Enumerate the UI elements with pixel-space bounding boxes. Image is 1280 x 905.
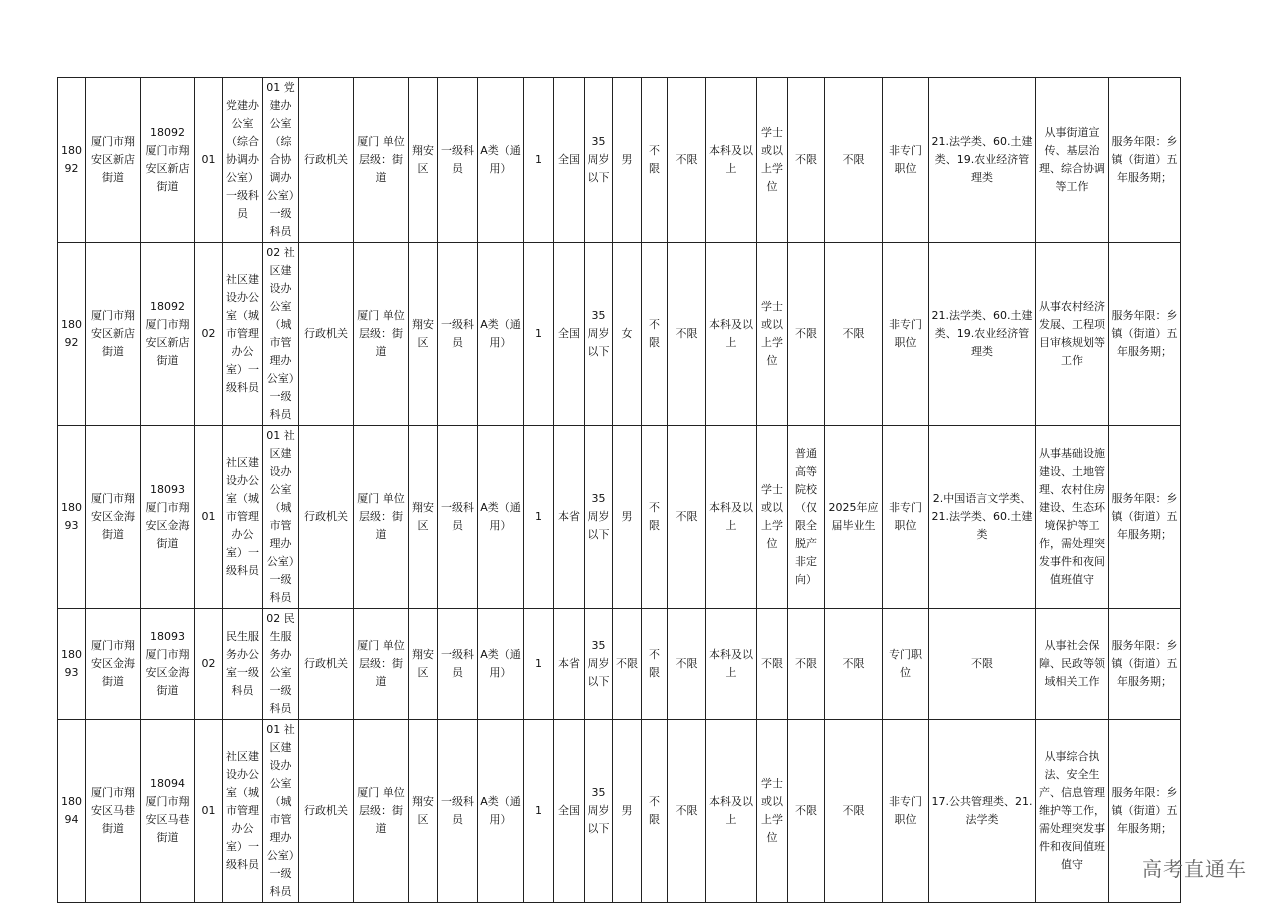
unit-code-cell: 18094: [58, 720, 86, 903]
district-cell: 翔安区: [409, 243, 438, 426]
unit-level-cell: 厦门 单位层级：街道: [354, 243, 409, 426]
org-type-cell: 行政机关: [299, 243, 354, 426]
school-cell: 不限: [788, 609, 825, 720]
rank-cell: 一级科员: [438, 243, 478, 426]
position-type-cell: 非专门职位: [883, 720, 929, 903]
remark-cell: 服务年限：乡镇（街道）五年服务期；: [1109, 243, 1181, 426]
unit-code-cell: 18093: [58, 426, 86, 609]
gender-cell: 男: [613, 720, 642, 903]
remark-cell: 服务年限：乡镇（街道）五年服务期；: [1109, 426, 1181, 609]
unit-code-cell: 18092: [58, 78, 86, 243]
unit-name-cell: 厦门市翔安区金海街道: [86, 426, 141, 609]
gender-cell: 男: [613, 78, 642, 243]
hire-count-cell: 1: [524, 243, 554, 426]
hire-count-cell: 1: [524, 78, 554, 243]
exam-category-cell: A类（通用）: [478, 243, 524, 426]
scope-cell: 全国: [554, 720, 585, 903]
gender-cell: 女: [613, 243, 642, 426]
unit-code-cell: 18092: [58, 243, 86, 426]
duty-cell: 从事基础设施建设、土地管理、农村住房建设、生态环境保护等工作，需处理突发事件和夜间值班值守: [1036, 426, 1109, 609]
hire-count-cell: 1: [524, 426, 554, 609]
age-cell: 35周岁以下: [585, 78, 613, 243]
unit-name-cell: 厦门市翔安区金海街道: [86, 609, 141, 720]
org-type-cell: 行政机关: [299, 78, 354, 243]
remark-cell: 服务年限：乡镇（街道）五年服务期；: [1109, 78, 1181, 243]
school-cell: 普通高等院校（仅限全脱产非定向）: [788, 426, 825, 609]
political-cell: 不限: [642, 426, 668, 609]
exam-category-cell: A类（通用）: [478, 78, 524, 243]
unit-name-cell: 厦门市翔安区新店街道: [86, 243, 141, 426]
position-code-cell: 01: [195, 426, 223, 609]
ethnicity-cell: 不限: [668, 78, 706, 243]
position-name-cell: 社区建设办公室（城市管理办公室）一级科员: [223, 426, 263, 609]
unit-code-name-cell: 18094 厦门市翔安区马巷街道: [141, 720, 195, 903]
position-name-cell: 社区建设办公室（城市管理办公室）一级科员: [223, 720, 263, 903]
rank-cell: 一级科员: [438, 78, 478, 243]
major-cell: 21.法学类、60.土建类、19.农业经济管理类: [929, 243, 1036, 426]
rank-cell: 一级科员: [438, 426, 478, 609]
position-name-cell: 民生服务办公室一级科员: [223, 609, 263, 720]
duty-cell: 从事街道宣传、基层治理、综合协调等工作: [1036, 78, 1109, 243]
major-cell: 17.公共管理类、21.法学类: [929, 720, 1036, 903]
education-cell: 本科及以上: [706, 426, 757, 609]
major-cell: 不限: [929, 609, 1036, 720]
position-code-cell: 01: [195, 720, 223, 903]
scope-cell: 全国: [554, 243, 585, 426]
recruitment-table: [57, 77, 1181, 903]
position-code-name-cell: 02 社区建设办公室（城市管理办公室）一级科员: [263, 243, 299, 426]
org-type-cell: 行政机关: [299, 426, 354, 609]
unit-code-name-cell: 18093 厦门市翔安区金海街道: [141, 426, 195, 609]
org-type-cell: 行政机关: [299, 609, 354, 720]
duty-cell: 从事综合执法、安全生产、信息管理维护等工作，需处理突发事件和夜间值班值守: [1036, 720, 1109, 903]
unit-code-cell: 18093: [58, 609, 86, 720]
position-code-name-cell: 02 民生服务办公室一级科员: [263, 609, 299, 720]
graduate-cell: 2025年应届毕业生: [825, 426, 883, 609]
degree-cell: 学士或以上学位: [757, 78, 788, 243]
position-type-cell: 非专门职位: [883, 426, 929, 609]
ethnicity-cell: 不限: [668, 720, 706, 903]
table-row: [58, 720, 1181, 903]
district-cell: 翔安区: [409, 78, 438, 243]
education-cell: 本科及以上: [706, 78, 757, 243]
education-cell: 本科及以上: [706, 243, 757, 426]
table-row: [58, 243, 1181, 426]
unit-level-cell: 厦门 单位层级：街道: [354, 720, 409, 903]
political-cell: 不限: [642, 243, 668, 426]
unit-code-name-cell: 18092 厦门市翔安区新店街道: [141, 243, 195, 426]
rank-cell: 一级科员: [438, 720, 478, 903]
graduate-cell: 不限: [825, 720, 883, 903]
age-cell: 35周岁以下: [585, 720, 613, 903]
degree-cell: 学士或以上学位: [757, 426, 788, 609]
unit-level-cell: 厦门 单位层级：街道: [354, 609, 409, 720]
education-cell: 本科及以上: [706, 609, 757, 720]
position-type-cell: 非专门职位: [883, 78, 929, 243]
age-cell: 35周岁以下: [585, 426, 613, 609]
degree-cell: 学士或以上学位: [757, 720, 788, 903]
major-cell: 21.法学类、60.土建类、19.农业经济管理类: [929, 78, 1036, 243]
scope-cell: 本省: [554, 609, 585, 720]
district-cell: 翔安区: [409, 609, 438, 720]
table-row: [58, 426, 1181, 609]
gender-cell: 男: [613, 426, 642, 609]
exam-category-cell: A类（通用）: [478, 426, 524, 609]
age-cell: 35周岁以下: [585, 243, 613, 426]
school-cell: 不限: [788, 720, 825, 903]
unit-name-cell: 厦门市翔安区马巷街道: [86, 720, 141, 903]
unit-code-name-cell: 18093 厦门市翔安区金海街道: [141, 609, 195, 720]
unit-code-name-cell: 18092 厦门市翔安区新店街道: [141, 78, 195, 243]
school-cell: 不限: [788, 78, 825, 243]
table-row: [58, 609, 1181, 720]
ethnicity-cell: 不限: [668, 426, 706, 609]
position-code-cell: 01: [195, 78, 223, 243]
graduate-cell: 不限: [825, 78, 883, 243]
position-code-name-cell: 01 社区建设办公室（城市管理办公室）一级科员: [263, 720, 299, 903]
position-code-cell: 02: [195, 243, 223, 426]
scope-cell: 全国: [554, 78, 585, 243]
duty-cell: 从事农村经济发展、工程项目审核规划等工作: [1036, 243, 1109, 426]
graduate-cell: 不限: [825, 243, 883, 426]
position-name-cell: 党建办公室（综合协调办公室）一级科员: [223, 78, 263, 243]
unit-level-cell: 厦门 单位层级：街道: [354, 78, 409, 243]
rank-cell: 一级科员: [438, 609, 478, 720]
political-cell: 不限: [642, 609, 668, 720]
ethnicity-cell: 不限: [668, 609, 706, 720]
duty-cell: 从事社会保障、民政等领域相关工作: [1036, 609, 1109, 720]
school-cell: 不限: [788, 243, 825, 426]
table-row: [58, 78, 1181, 243]
district-cell: 翔安区: [409, 720, 438, 903]
hire-count-cell: 1: [524, 720, 554, 903]
position-code-name-cell: 01 社区建设办公室（城市管理办公室）一级科员: [263, 426, 299, 609]
ethnicity-cell: 不限: [668, 243, 706, 426]
position-name-cell: 社区建设办公室（城市管理办公室）一级科员: [223, 243, 263, 426]
political-cell: 不限: [642, 78, 668, 243]
position-type-cell: 专门职位: [883, 609, 929, 720]
exam-category-cell: A类（通用）: [478, 609, 524, 720]
position-type-cell: 非专门职位: [883, 243, 929, 426]
graduate-cell: 不限: [825, 609, 883, 720]
position-code-cell: 02: [195, 609, 223, 720]
org-type-cell: 行政机关: [299, 720, 354, 903]
degree-cell: 不限: [757, 609, 788, 720]
degree-cell: 学士或以上学位: [757, 243, 788, 426]
district-cell: 翔安区: [409, 426, 438, 609]
hire-count-cell: 1: [524, 609, 554, 720]
watermark: 高考直通车: [1142, 857, 1247, 881]
remark-cell: 服务年限：乡镇（街道）五年服务期；: [1109, 720, 1181, 903]
gender-cell: 不限: [613, 609, 642, 720]
unit-name-cell: 厦门市翔安区新店街道: [86, 78, 141, 243]
unit-level-cell: 厦门 单位层级：街道: [354, 426, 409, 609]
political-cell: 不限: [642, 720, 668, 903]
age-cell: 35周岁以下: [585, 609, 613, 720]
education-cell: 本科及以上: [706, 720, 757, 903]
scope-cell: 本省: [554, 426, 585, 609]
position-code-name-cell: 01 党建办公室（综合协调办公室）一级科员: [263, 78, 299, 243]
exam-category-cell: A类（通用）: [478, 720, 524, 903]
remark-cell: 服务年限：乡镇（街道）五年服务期；: [1109, 609, 1181, 720]
major-cell: 2.中国语言文学类、21.法学类、60.土建类: [929, 426, 1036, 609]
